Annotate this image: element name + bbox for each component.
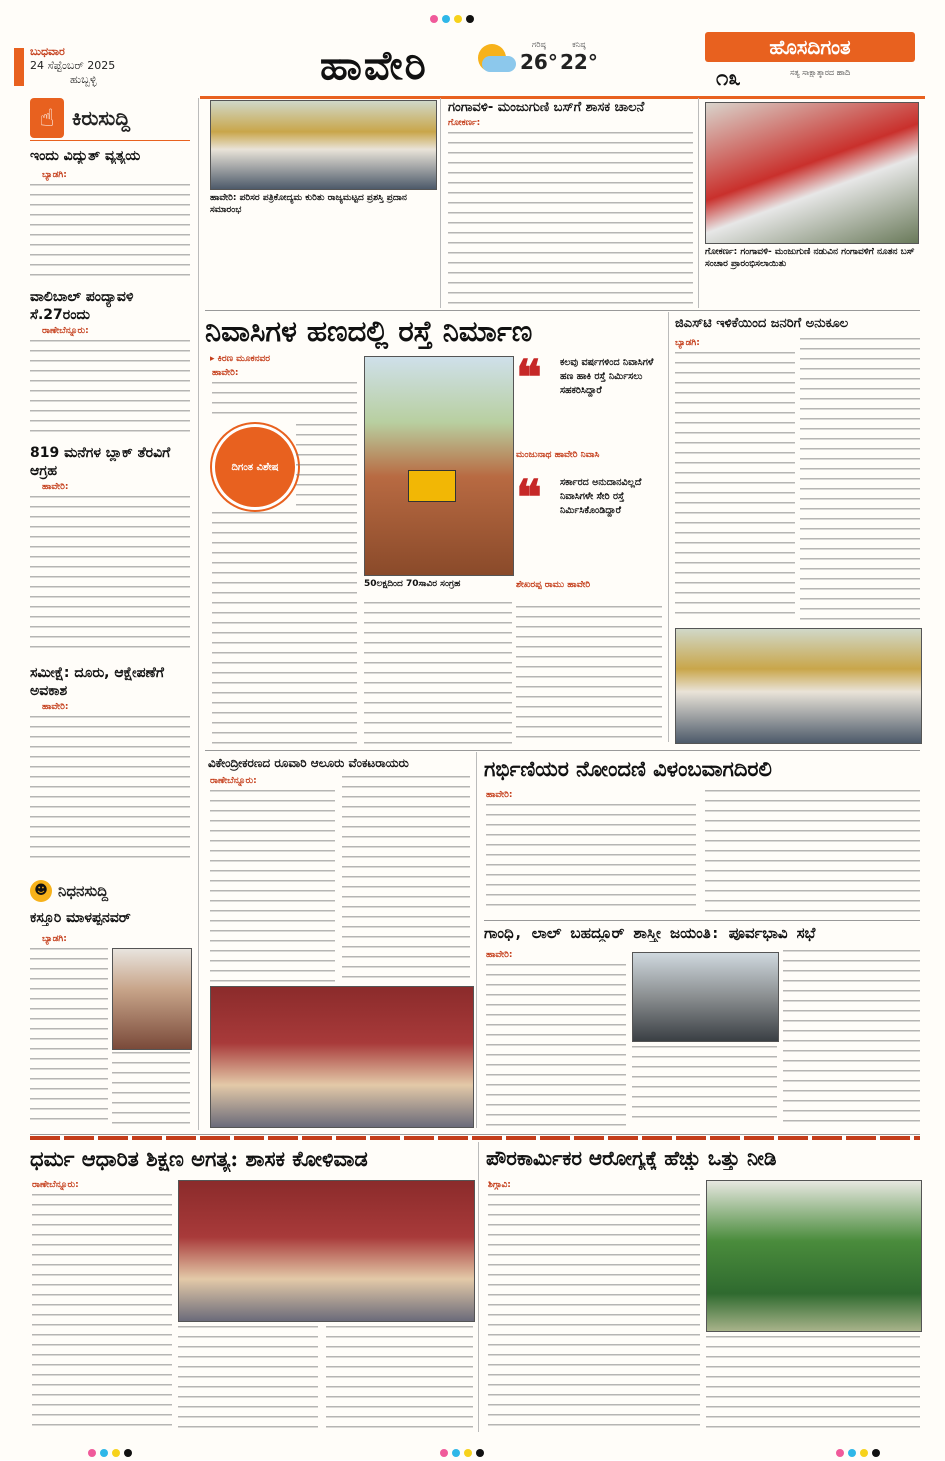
bottom-section-rule <box>30 1134 920 1135</box>
mid-rule-1 <box>668 312 669 742</box>
quote-2: ಸರ್ಕಾರದ ಅನುದಾನವಿಲ್ಲದೆ ನಿವಾಸಿಗಳೇ ಸೇರಿ ರಸ್ತೆ ನಿರ್ಮಿಸಿಕೊಂಡಿದ್ದಾರೆ <box>560 477 642 516</box>
excavator-icon <box>408 470 456 502</box>
gandhi-story-title: ಗಾಂಧಿ, ಲಾಲ್ ಬಹದ್ದೂರ್ ಶಾಸ್ತ್ರೀ ಜಯಂತಿ: ಪೂರ್ವಭಾವಿ ಸಭೆ <box>484 924 816 942</box>
preg-story-byline: ಹಾವೇರಿ: <box>486 790 513 800</box>
pourak-photo <box>706 1180 922 1332</box>
max-temp-box <box>520 40 558 74</box>
min-temp-label: ಕನಿಷ್ಠ <box>572 40 586 49</box>
header-divider <box>200 96 925 99</box>
dharma-body-c <box>326 1326 473 1428</box>
bus-caption: ಗೋಕರ್ಣ: ಗಂಗಾವಳಿ- ಮಂಜುಗುಣಿ ನಡುವಿನ ಗಂಗಾವಳಿಗೆ ನೂತನ ಬಸ್ ಸಂಚಾರ ಪ್ರಾರಂಭಿಸಲಾಯಿತು <box>705 247 915 269</box>
mid-section-rule <box>205 750 920 751</box>
registration-marks-center <box>440 1442 488 1461</box>
max-temp-value: 26° <box>520 50 558 74</box>
page-number: ೧೩ <box>716 66 741 91</box>
gst-story-byline: ಬ್ಯಾಡಗಿ: <box>675 338 700 348</box>
top-rule-1 <box>440 98 441 308</box>
top-rule-2 <box>698 98 699 308</box>
brief-body-3 <box>30 496 190 656</box>
preg-rule <box>484 920 920 921</box>
ville-body-a <box>210 790 335 982</box>
brief-title-4: ಸಮೀಕ್ಷೆ: ದೂರು, ಆಕ್ಷೇಪಣೆಗೆ ಅವಕಾಶ <box>30 665 164 699</box>
gst-story-title: ಜಿಎಸ್‌ಟಿ ಇಳಿಕೆಯಿಂದ ಜನರಿಗೆ ಅನುಕೂಲ <box>675 316 849 331</box>
brief-byline-4: ಹಾವೇರಿ: <box>42 702 69 712</box>
brief-body-1 <box>30 184 190 284</box>
ville-stage-photo <box>210 986 474 1128</box>
finger-icon: ☝ <box>30 98 64 138</box>
road-body-a <box>212 382 357 420</box>
quote-mark-icon-1: ❝ <box>516 350 542 406</box>
registration-marks-left <box>88 1442 136 1461</box>
max-temp-label: ಗರಿಷ್ಠ <box>531 40 546 49</box>
brand-logo: ಹೊಸದಿಗಂತ <box>705 32 915 62</box>
brief-body-4 <box>30 716 190 866</box>
pourak-body-b <box>706 1336 920 1428</box>
brand-tagline: ಸತ್ಯ ಸಾಕ್ಷಾತ್ಕಾರದ ಹಾದಿ <box>790 68 851 77</box>
road-photo <box>364 356 514 576</box>
award-caption: ಹಾವೇರಿ: ಪರಿಸರ ಪತ್ರಿಕೋದ್ಯಮ ಕುರಿತು ರಾಜ್ಯಮಟ್ಟದ ಪ್ರಶಸ್ತಿ ಪ್ರದಾನ ಸಮಾರಂಭ <box>210 193 407 215</box>
brief-title-1: ಇಂದು ವಿದ್ಯುತ್ ವ್ಯತ್ಯಯ <box>30 148 141 164</box>
obituary-title: ಕಸ್ತೂರಿ ಮಾಳಪ್ಪನವರ್ <box>30 910 131 926</box>
min-temp-box <box>560 40 598 74</box>
brief-title-2: ವಾಲಿಬಾಲ್ ಪಂದ್ಯಾವಳಿ ಸೆ.27ರಂದು <box>30 289 134 323</box>
gandhi-body-a <box>486 964 626 1126</box>
road-body-d <box>364 602 512 746</box>
brief-title-3: 819 ಮನೆಗಳ ಬ್ಲಾಕ್‌ ತೆರವಿಗೆ ಆಗ್ರಹ <box>30 445 171 479</box>
mid-rule-2 <box>476 752 477 1128</box>
pourak-story-title: ಪೌರಕಾರ್ಮಿಕರ ಆರೋಗ್ಯಕ್ಕೆ ಹೆಚ್ಚು ಒತ್ತು ನೀಡಿ <box>486 1146 777 1170</box>
road-story-byline: ಹಾವೇರಿ: <box>212 368 239 378</box>
road-photo-caption: 50ಲಕ್ಷದಿಂದ 70ಸಾವಿರ ಸಂಗ್ರಹ <box>364 579 461 589</box>
dharma-story-byline: ರಾಣೇಬೆನ್ನೂರು: <box>32 1180 79 1190</box>
preg-body-b <box>705 790 920 914</box>
brief-byline-3: ಹಾವೇರಿ: <box>42 482 69 492</box>
brief-byline-1: ಬ್ಯಾಡಗಿ: <box>42 170 67 180</box>
digantha-vishesha-badge: ದಿಗಂತ ವಿಶೇಷ <box>212 424 298 510</box>
bottom-decor-stripe <box>30 1136 920 1140</box>
min-temp-value: 22° <box>560 50 598 74</box>
dharma-body-b <box>178 1326 318 1428</box>
road-body-e <box>516 606 662 746</box>
ville-story-title: ವಿಕೇಂದ್ರೀಕರಣದ ರೂವಾರಿ ಆಲೂರು ವೆಂಕಟರಾಯರು <box>208 756 409 770</box>
road-author-name: ಕಿರಣ ಮೂಕನವರ <box>217 354 271 364</box>
dharma-stage-photo <box>178 1180 475 1322</box>
kirusuddi-rule <box>30 140 190 141</box>
pourak-body-a <box>488 1194 700 1428</box>
quote-1-author: ಮಂಜುನಾಥ ಹಾವೇರಿ ನಿವಾಸಿ <box>516 450 600 460</box>
dharma-body-a <box>32 1194 172 1428</box>
road-body-b <box>296 424 357 508</box>
edition-accent-bar <box>14 48 24 86</box>
bus-story-body <box>448 132 693 304</box>
nidhana-heading: ನಿಧನಸುದ್ದಿ <box>58 882 109 900</box>
gandhi-story-byline: ಹಾವೇರಿ: <box>486 950 513 960</box>
brief-byline-2: ರಾಣೇಬೆನ್ನೂರು: <box>42 326 89 336</box>
gst-body-b <box>800 338 920 622</box>
obituary-icon: ☻ <box>30 880 52 902</box>
road-body-c <box>212 512 357 744</box>
edition-day: ಬುಧವಾರ <box>30 45 65 58</box>
pourak-story-byline: ಶಿಗ್ಗಾವಿ: <box>488 1180 511 1190</box>
quote-1: ಕಲವು ವರ್ಷಗಳಿಂದ ನಿವಾಸಿಗಳೆ ಹಣ ಹಾಕಿ ರಸ್ತೆ ನಿರ್ಮಿಸಲು ಸಹಕರಿಸಿದ್ದಾರೆ <box>560 357 654 396</box>
gandhi-photo-1 <box>632 952 779 1042</box>
obituary-portrait <box>112 948 192 1050</box>
bottom-rule <box>478 1142 479 1432</box>
registration-marks-right <box>836 1442 884 1461</box>
dharma-story-title: ಧರ್ಮ ಆಧಾರಿತ ಶಿಕ್ಷಣ ಅಗತ್ಯ: ಶಾಸಕ ಕೋಳಿವಾಡ <box>30 1146 368 1171</box>
ville-story-byline: ರಾಣೇಬೆನ್ನೂರು: <box>210 776 257 786</box>
gst-body-a <box>675 352 795 622</box>
bus-photo <box>705 102 919 244</box>
cloud-icon <box>482 56 516 72</box>
preg-story-title: ಗರ್ಭಿಣಿಯರ ನೋಂದಣಿ ವಿಳಂಬವಾಗದಿರಲಿ <box>484 756 772 781</box>
ville-body-b <box>342 776 470 982</box>
kirusuddi-heading: ಕಿರುಸುದ್ದಿ <box>72 106 131 130</box>
left-column-rule <box>198 98 199 1130</box>
registration-marks-top <box>430 8 478 27</box>
brief-body-2 <box>30 340 190 440</box>
obituary-byline: ಬ್ಯಾಡಗಿ: <box>42 934 67 944</box>
edition-date: 24 ಸೆಪ್ಟೆಂಬರ್ 2025 <box>30 59 116 72</box>
gandhi-body-c <box>783 950 920 1126</box>
obituary-body-2 <box>112 1052 190 1126</box>
quote-2-author: ಶೇಖರಪ್ಪ ರಾಮು ಹಾವೇರಿ <box>516 580 591 590</box>
masthead-title: ಹಾವೇರಿ <box>320 42 428 89</box>
bus-story-byline: ಗೋಕರ್ಣ: <box>448 118 481 128</box>
obituary-body <box>30 948 108 1126</box>
road-story-title: ನಿವಾಸಿಗಳ ಹಣದಲ್ಲಿ ರಸ್ತೆ ನಿರ್ಮಾಣ <box>205 314 533 348</box>
gandhi-body-b <box>632 1046 777 1126</box>
gst-photo <box>675 628 922 744</box>
edition-info <box>30 45 190 90</box>
quote-mark-icon-2: ❝ <box>516 470 542 526</box>
award-photo <box>210 100 437 190</box>
preg-body-a <box>486 804 696 914</box>
edition-city: ಹುಬ್ಬಳ್ಳಿ <box>70 73 97 86</box>
top-section-rule <box>205 310 920 311</box>
road-story-author: ▸ ಕಿರಣ ಮೂಕನವರ <box>210 354 271 364</box>
bus-story-title: ಗಂಗಾವಳಿ- ಮಂಜುಗುಣಿ ಬಸ್‌ಗೆ ಶಾಸಕ ಚಾಲನೆ <box>448 100 645 115</box>
